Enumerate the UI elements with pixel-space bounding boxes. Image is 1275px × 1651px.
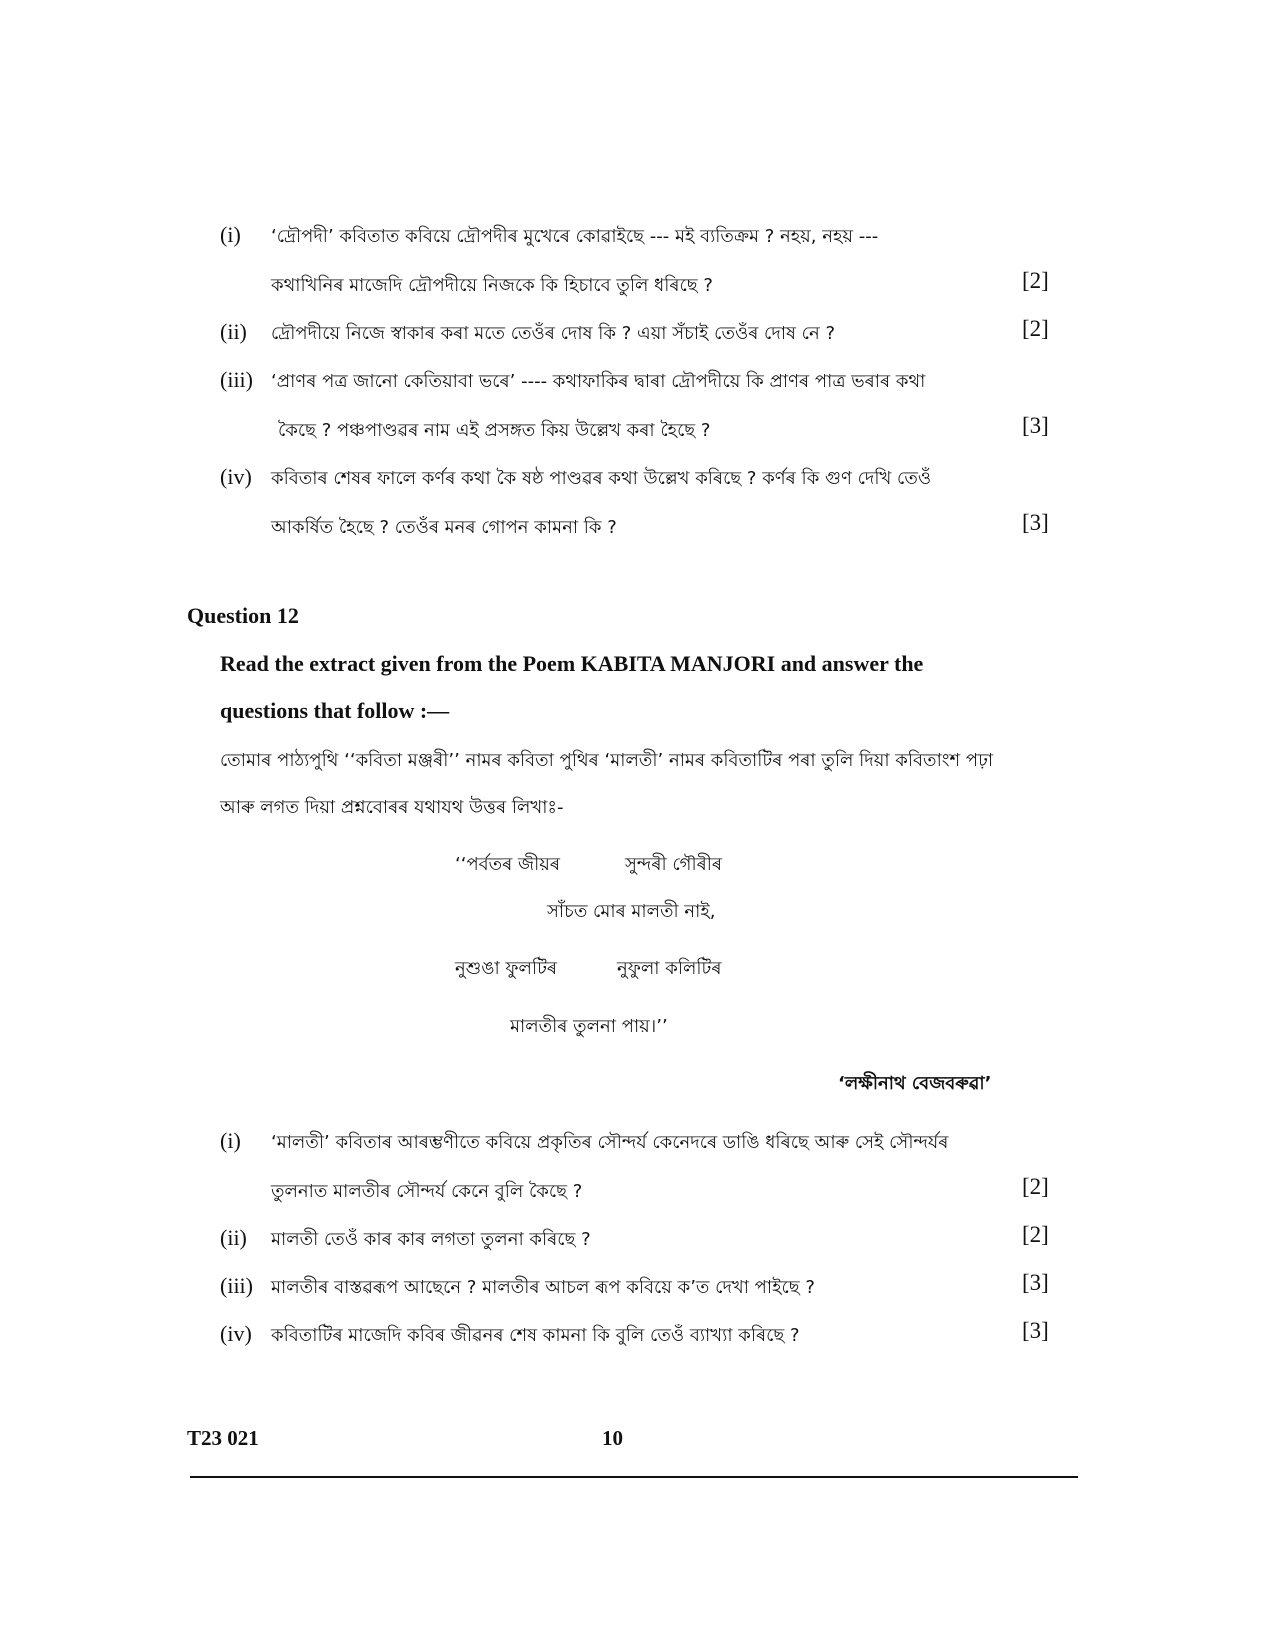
assamese-instruction: তোমাৰ পাঠ্যপুথি ‘‘কবিতা মঞ্জৰী’’ নামৰ কবিতা পুথিৰ ‘মালতী’ নামৰ কবিতাটিৰ পৰা তুলি দিয়া কবিতাংশ পঢ়া (220, 750, 994, 771)
poem-line: মালতীৰ তুলনা পায়।’’ (510, 1016, 668, 1037)
item-number: (ii) (220, 1225, 247, 1250)
question-heading: Question 12 (187, 603, 299, 628)
marks: [3] (1022, 1318, 1049, 1343)
question-text: ‘মালতী’ কবিতাৰ আৰম্ভণীতে কবিয়ে প্ৰকৃতিৰ সৌন্দৰ্য কেনেদৰে ডাঙি ধৰিছে আৰু সেই সৌন্দৰ্যৰ (271, 1132, 949, 1153)
marks: [3] (1022, 510, 1049, 535)
item-number: (iv) (220, 464, 252, 489)
marks: [3] (1022, 1270, 1049, 1295)
paper-code: T23 021 (187, 1426, 259, 1450)
question-text: তুলনাত মালতীৰ সৌন্দৰ্য কেনে বুলি কৈছে ? (271, 1181, 583, 1202)
poem-line: সুন্দৰী গৌৰীৰ (625, 854, 723, 875)
marks: [2] (1022, 1222, 1049, 1247)
footer-divider (190, 1476, 1078, 1478)
poem-line: সাঁচত মোৰ মালতী নাই, (547, 901, 716, 922)
item-number: (ii) (220, 319, 247, 344)
marks: [3] (1022, 413, 1049, 438)
question-text: কথাখিনিৰ মাজেদি দ্ৰৌপদীয়ে নিজকে কি হিচাবে তুলি ধৰিছে ? (271, 275, 713, 296)
assamese-instruction: আৰু লগত দিয়া প্ৰশ্নবোৰৰ যথাযথ উত্তৰ লিখাঃ- (220, 797, 564, 818)
item-number: (iii) (220, 1273, 253, 1298)
marks: [2] (1022, 316, 1049, 341)
item-number: (i) (220, 222, 241, 247)
question-text: ‘প্ৰাণৰ পত্ৰ জানো কেতিয়াবা ভৰে’ ---- কথাফাকিৰ দ্বাৰা দ্ৰৌপদীয়ে কি প্ৰাণৰ পাত্ৰ ভৰাৰ কথা (271, 371, 926, 392)
poem-line: নুফুলা কলিটিৰ (617, 958, 722, 979)
question-text: ‘দ্ৰৌপদী’ কবিতাত কবিয়ে দ্ৰৌপদীৰ মুখেৰে কোৱাইছে --- মই ব্যতিক্ৰম ? নহয়, নহয় --- (271, 226, 879, 247)
question-text: আকৰ্ষিত হৈছে ? তেওঁৰ মনৰ গোপন কামনা কি ? (271, 517, 617, 538)
question-text: মালতীৰ বাস্তৱৰূপ আছেনে ? মালতীৰ আচল ৰূপ কবিয়ে ক’ত দেখা পাইছে ? (271, 1277, 815, 1298)
marks: [2] (1022, 1174, 1049, 1199)
question-text: দ্ৰৌপদীয়ে নিজে স্বাকাৰ কৰা মতে তেওঁৰ দোষ কি ? এয়া সঁচাই তেওঁৰ দোষ নে ? (271, 323, 836, 344)
instruction-line: Read the extract given from the Poem KABITA MANJORI and answer the (220, 651, 924, 676)
poem-line: ‘‘পৰ্বতৰ জীয়ৰ (455, 854, 561, 875)
item-number: (iii) (220, 367, 253, 392)
poem-line: নুশুঙা ফুলটিৰ (455, 958, 558, 979)
question-text: মালতী তেওঁ কাৰ কাৰ লগতা তুলনা কৰিছে ? (271, 1229, 591, 1250)
marks: [2] (1022, 268, 1049, 293)
poem-author: ‘লক্ষীনাথ বেজবৰুৱা’ (838, 1073, 992, 1094)
page-number: 10 (602, 1426, 623, 1450)
item-number: (i) (220, 1128, 241, 1153)
question-text: কবিতাৰ শেষৰ ফালে কৰ্ণৰ কথা কৈ ষষ্ঠ পাণ্ডৱৰ কথা উল্লেখ কৰিছে ? কৰ্ণৰ কি গুণ দেখি তেওঁ (271, 468, 932, 489)
question-text: কবিতাটিৰ মাজেদি কবিৰ জীৱনৰ শেষ কামনা কি বুলি তেওঁ ব্যাখ্যা কৰিছে ? (271, 1325, 800, 1346)
question-text: কৈছে ? পঞ্চপাণ্ডৱৰ নাম এই প্ৰসঙ্গত কিয় উল্লেখ কৰা হৈছে ? (278, 420, 711, 441)
instruction-line: questions that follow :— (220, 698, 450, 723)
item-number: (iv) (220, 1321, 252, 1346)
